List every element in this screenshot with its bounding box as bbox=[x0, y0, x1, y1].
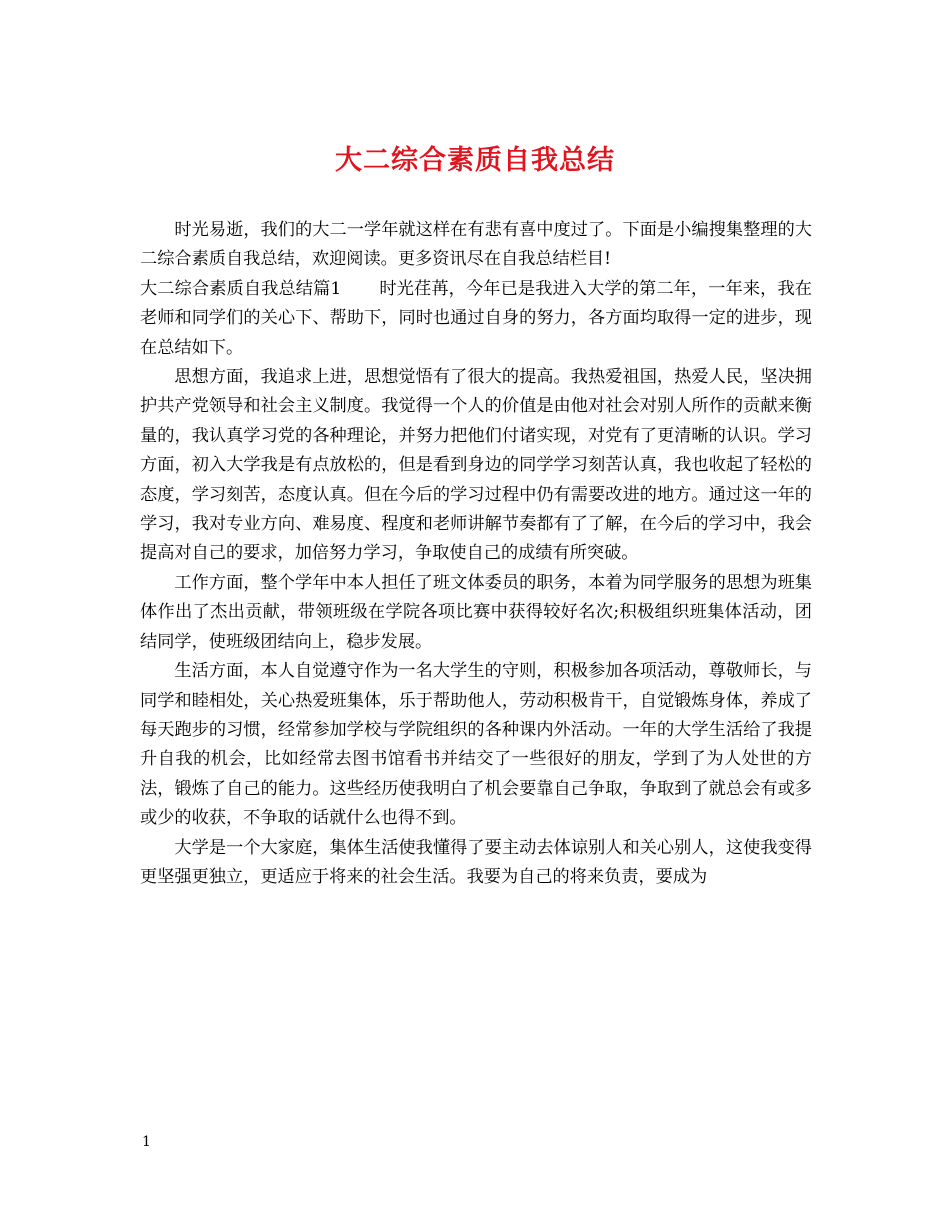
paragraph-thought: 思想方面，我追求上进，思想觉悟有了很大的提高。我热爱祖国，热爱人民，坚决拥护共产党领导和社会主义制度。我觉得一个人的价值是由他对社会对别人所作的贡献来衡量的，我认真学习党的各种理论，并努力把他们付诸实现，对党有了更清晰的认识。学习方面，初入大学我是有点放松的，但是看到身边的同学学习刻苦认真，我也收起了轻松的态度，学习刻苦，态度认真。但在今后的学习过程中仍有需要改进的地方。通过这一年的学习，我对专业方向、难易度、程度和老师讲解节奏都有了了解，在今后的学习中，我会提高对自己的要求，加倍努力学习，争取使自己的成绩有所突破。 bbox=[140, 367, 812, 564]
document-title: 大二综合素质自我总结 bbox=[335, 145, 615, 176]
document-body bbox=[140, 216, 812, 892]
section-heading: 大二综合素质自我总结篇1 bbox=[140, 278, 342, 299]
paragraph-university: 大学是一个大家庭，集体生活使我懂得了要主动去体谅别人和关心别人，这使我变得更坚强更独立，更适应于将来的社会生活。我要为自己的将来负责，要成为 bbox=[140, 837, 812, 887]
paragraph-intro: 时光易逝，我们的大二一学年就这样在有悲有喜中度过了。下面是小编搜集整理的大二综合素质自我总结，欢迎阅读。更多资讯尽在自我总结栏目! bbox=[140, 220, 812, 270]
page-number: 1 bbox=[142, 1134, 151, 1150]
section-paragraph bbox=[140, 275, 812, 363]
section-intro: 时光荏苒，今年已是我进入大学的第二年，一年来，我在老师和同学们的关心下、帮助下，同时也通过自身的努力，各方面均取得一定的进步，现在总结如下。 bbox=[140, 278, 812, 358]
paragraph-work: 工作方面，整个学年中本人担任了班文体委员的职务，本着为同学服务的思想为班集体作出了杰出贡献，带领班级在学院各项比赛中获得较好名次;积极组织班集体活动，团结同学，使班级团结向上，稳步发展。 bbox=[140, 572, 812, 652]
paragraph-life: 生活方面，本人自觉遵守作为一名大学生的守则，积极参加各项活动，尊敬师长，与同学和睦相处，关心热爱班集体，乐于帮助他人，劳动积极肯干，自觉锻炼身体，养成了每天跑步的习惯，经常参加学校与学院组织的各种课内外活动。一年的大学生活给了我提升自我的机会，比如经常去图书馆看书并结交了一些很好的朋友，学到了为人处世的方法，锻炼了自己的能力。这些经历使我明白了机会要靠自己争取，争取到了就总会有或多或少的收获，不争取的话就什么也得不到。 bbox=[140, 661, 812, 829]
